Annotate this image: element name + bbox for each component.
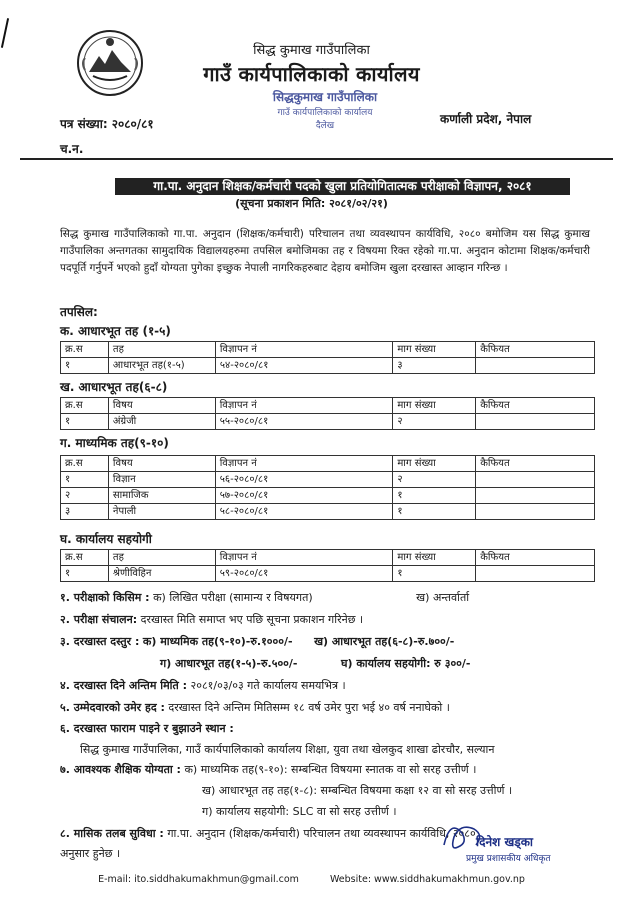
term-text: ख) अन्तर्वार्ता (416, 591, 470, 604)
signature-name: दिनेश खड्का (476, 835, 534, 849)
term-text: दरखास्त दिने अन्तिम मितिसम्म १८ वर्ष उमेर पुरा भई ४० वर्ष ननाघेको । (168, 701, 450, 714)
table-header: क्र.स (61, 342, 109, 358)
term-fee (60, 634, 454, 649)
table-header: माग संख्या (393, 550, 476, 566)
table-header-row (61, 398, 595, 414)
table-cell: ५४-२०८०/८१ (215, 358, 393, 374)
term-label: ४. दरखास्त दिने अन्तिम मिति : (60, 679, 188, 692)
table-cell: १ (61, 566, 109, 582)
table-cell: १ (61, 472, 109, 488)
table-cell (476, 414, 595, 430)
term-label: ६. दरखास्त फाराम पाइने र बुझाउने स्थान : (60, 722, 234, 735)
table-cell (476, 488, 595, 504)
term-form-location-text: सिद्ध कुमाख गाउँपालिका, गाउँ कार्यपालिकाको कार्यालय शिक्षा, युवा तथा खेलकुद शाखा ढोरचौर, सल्यान (80, 743, 495, 756)
table-cell: २ (393, 414, 476, 430)
table-cell: ५६-२०८०/८१ (215, 472, 393, 488)
term-text: गा.पा. अनुदान (शिक्षक/कर्मचारी) परिचालन तथा व्यवस्थापन कार्यविधि, २०८० (167, 827, 476, 840)
term-text: दरखास्त मिति समाप्त भए पछि सूचना प्रकाशन गरिनेछ । (140, 613, 364, 626)
table-cell: २ (393, 472, 476, 488)
term-fee-cont (160, 656, 470, 671)
term-qualification-b: ख) आधारभूत तह तह(१-८): सम्बन्धित विषयमा कक्षा १२ वा सो सरह उत्तीर्ण । (202, 784, 513, 797)
table-cell: श्रेणीविहिन (108, 566, 215, 582)
signature-title: प्रमुख प्रशासकीय अधिकृत (466, 854, 551, 864)
vacancy-table (60, 341, 595, 374)
schedule-label: तपसिल: (60, 305, 98, 319)
table-header: माग संख्या (393, 456, 476, 472)
term-label: २. परीक्षा संचालन: (60, 613, 138, 626)
location: कर्णाली प्रदेश, नेपाल (440, 112, 532, 126)
term-text: ख) आधारभूत तह(६-८)-रु.७००/- (314, 635, 455, 648)
term-text: ग) आधारभूत तह(१-५)-रु.५००/- (160, 657, 298, 670)
term-text: घ) कार्यालय सहयोगी: रु ३००/- (340, 657, 471, 670)
table-cell: ५९-२०८०/८१ (215, 566, 393, 582)
table-header: विज्ञापन नं (215, 550, 393, 566)
term-label: ३. दरखास्त दस्तुर : (60, 635, 140, 648)
table-header: क्र.स (61, 456, 109, 472)
stamp-line-2: गाउँ कार्यपालिकाको कार्यालय (277, 108, 373, 118)
term-label: १. परीक्षाको किसिम : (60, 591, 150, 604)
term-text: २०८१/०३/०३ गते कार्यालय समयभित्र । (190, 679, 346, 692)
footer (0, 874, 623, 885)
table-cell: ५८-२०८०/८१ (215, 504, 393, 520)
table-cell: १ (393, 488, 476, 504)
table-cell (476, 504, 595, 520)
table-cell: ५७-२०८०/८१ (215, 488, 393, 504)
table-row (61, 358, 595, 374)
table-header: विषय (108, 398, 215, 414)
term-label: ५. उम्मेदवारको उमेर हद : (60, 701, 165, 714)
section-heading: ख. आधारभूत तह(६-८) (60, 380, 168, 394)
table-row (61, 472, 595, 488)
section-heading: क. आधारभूत तह (१-५) (60, 324, 171, 338)
term-form-location (60, 721, 234, 736)
table-cell: नेपाली (108, 504, 215, 520)
term-text: क) लिखित परीक्षा (सामान्य र विषयगत) (153, 591, 313, 604)
table-header: कैफियत (476, 398, 595, 414)
table-row (61, 504, 595, 520)
term-label: ८. मासिक तलब सुविधा : (60, 827, 164, 840)
table-header: विज्ञापन नं (215, 398, 393, 414)
table-header: माग संख्या (393, 342, 476, 358)
term-qualification-c: ग) कार्यालय सहयोगी: SLC वा सो सरह उत्तीर्ण । (202, 805, 397, 818)
table-header: विषय (108, 456, 215, 472)
dispatch-number: च.न. (60, 142, 84, 156)
term-text: क) माध्यमिक तह(९-१०): सम्बन्धित विषयमा स्नातक वा सो सरह उत्तीर्ण । (184, 763, 477, 776)
municipality-name: सिद्ध कुमाख गाउँपालिका (253, 43, 370, 58)
section-heading: ग. माध्यमिक तह(९-१०) (60, 436, 169, 450)
vacancy-table (60, 549, 595, 582)
section-heading: घ. कार्यालय सहयोगी (60, 532, 152, 546)
table-header-row (61, 342, 595, 358)
table-row (61, 488, 595, 504)
table-header-row (61, 456, 595, 472)
table-cell: आधारभूत तह(१-५) (108, 358, 215, 374)
term-qualification (60, 762, 476, 777)
table-row (61, 566, 595, 582)
table-cell: ३ (393, 358, 476, 374)
table-cell: विज्ञान (108, 472, 215, 488)
term-text: क) माध्यमिक तह(९-१०)-रु.१०००/- (142, 635, 293, 648)
table-header: तह (108, 342, 215, 358)
table-header: कैफियत (476, 456, 595, 472)
table-cell: २ (61, 488, 109, 504)
stamp-line-1: सिद्धकुमाख गाउँपालिका (272, 90, 378, 104)
table-header: क्र.स (61, 550, 109, 566)
term-exam-conduct (60, 612, 363, 627)
signature-block (436, 815, 596, 875)
table-header: कैफियत (476, 550, 595, 566)
table-header: तह (108, 550, 215, 566)
footer-email: E-mail: ito.siddhakumakhmun@gmail.com (98, 874, 299, 885)
table-header: विज्ञापन नं (215, 456, 393, 472)
stamp-line-3: दैलेख (315, 121, 335, 131)
term-label: ७. आवश्यक शैक्षिक योग्यता : (60, 763, 181, 776)
vacancy-table (60, 455, 595, 520)
table-cell: १ (393, 566, 476, 582)
table-header-row (61, 550, 595, 566)
term-exam-type (60, 590, 469, 605)
table-header: विज्ञापन नं (215, 342, 393, 358)
table-row (61, 414, 595, 430)
notice-title: गा.पा. अनुदान शिक्षक/कर्मचारी पदको खुला प्रतियोगितात्मक परीक्षाको विज्ञापन, २०८१ (115, 178, 570, 195)
term-deadline (60, 678, 346, 693)
table-header: माग संख्या (393, 398, 476, 414)
table-cell (476, 472, 595, 488)
notice-subtitle: (सूचना प्रकाशन मिति: २०८१/०२/२१) (235, 197, 388, 210)
table-header: कैफियत (476, 342, 595, 358)
table-cell: ५५-२०८०/८१ (215, 414, 393, 430)
office-name: गाउँ कार्यपालिकाको कार्यालय (203, 62, 420, 86)
table-cell: ३ (61, 504, 109, 520)
table-header: क्र.स (61, 398, 109, 414)
office-stamp (270, 88, 380, 148)
term-age-limit (60, 700, 450, 715)
table-cell: १ (393, 504, 476, 520)
term-salary-cont: अनुसार हुनेछ । (60, 847, 121, 860)
table-cell: अंग्रेजी (108, 414, 215, 430)
reference-number: पत्र संख्या: २०८०/८१ (60, 117, 154, 131)
table-cell (476, 566, 595, 582)
table-cell (476, 358, 595, 374)
notice-intro: सिद्ध कुमाख गाउँपालिकाको गा.पा. अनुदान (शिक्षक/कर्मचारी) परिचालन तथा व्यवस्थापन कार्यविधि, २०८० बमोजिम यस सिद्ध कुमाख गाउँपालिका अन्तगतका सामुदायिक विद्यालयहरुमा तपसिल बमोजिमका तह र विषयमा रिक्त रहेको गा.पा. अनुदान कोटामा शिक्षक/कर्मचारी पदपूर्ति गर्नुपर्ने भएको हुदाँ योग्यता पुगेका इच्छुक नेपाली नागरिकहरुबाट देहाय बमोजिम खुला दरखास्त आव्हान गरिन्छ । (60, 228, 590, 274)
table-cell: १ (61, 414, 109, 430)
table-cell: सामाजिक (108, 488, 215, 504)
table-cell: १ (61, 358, 109, 374)
vacancy-table (60, 397, 595, 430)
header-divider (20, 158, 613, 160)
term-salary (60, 826, 476, 841)
footer-website: Website: www.siddhakumakhmun.gov.np (329, 874, 525, 885)
